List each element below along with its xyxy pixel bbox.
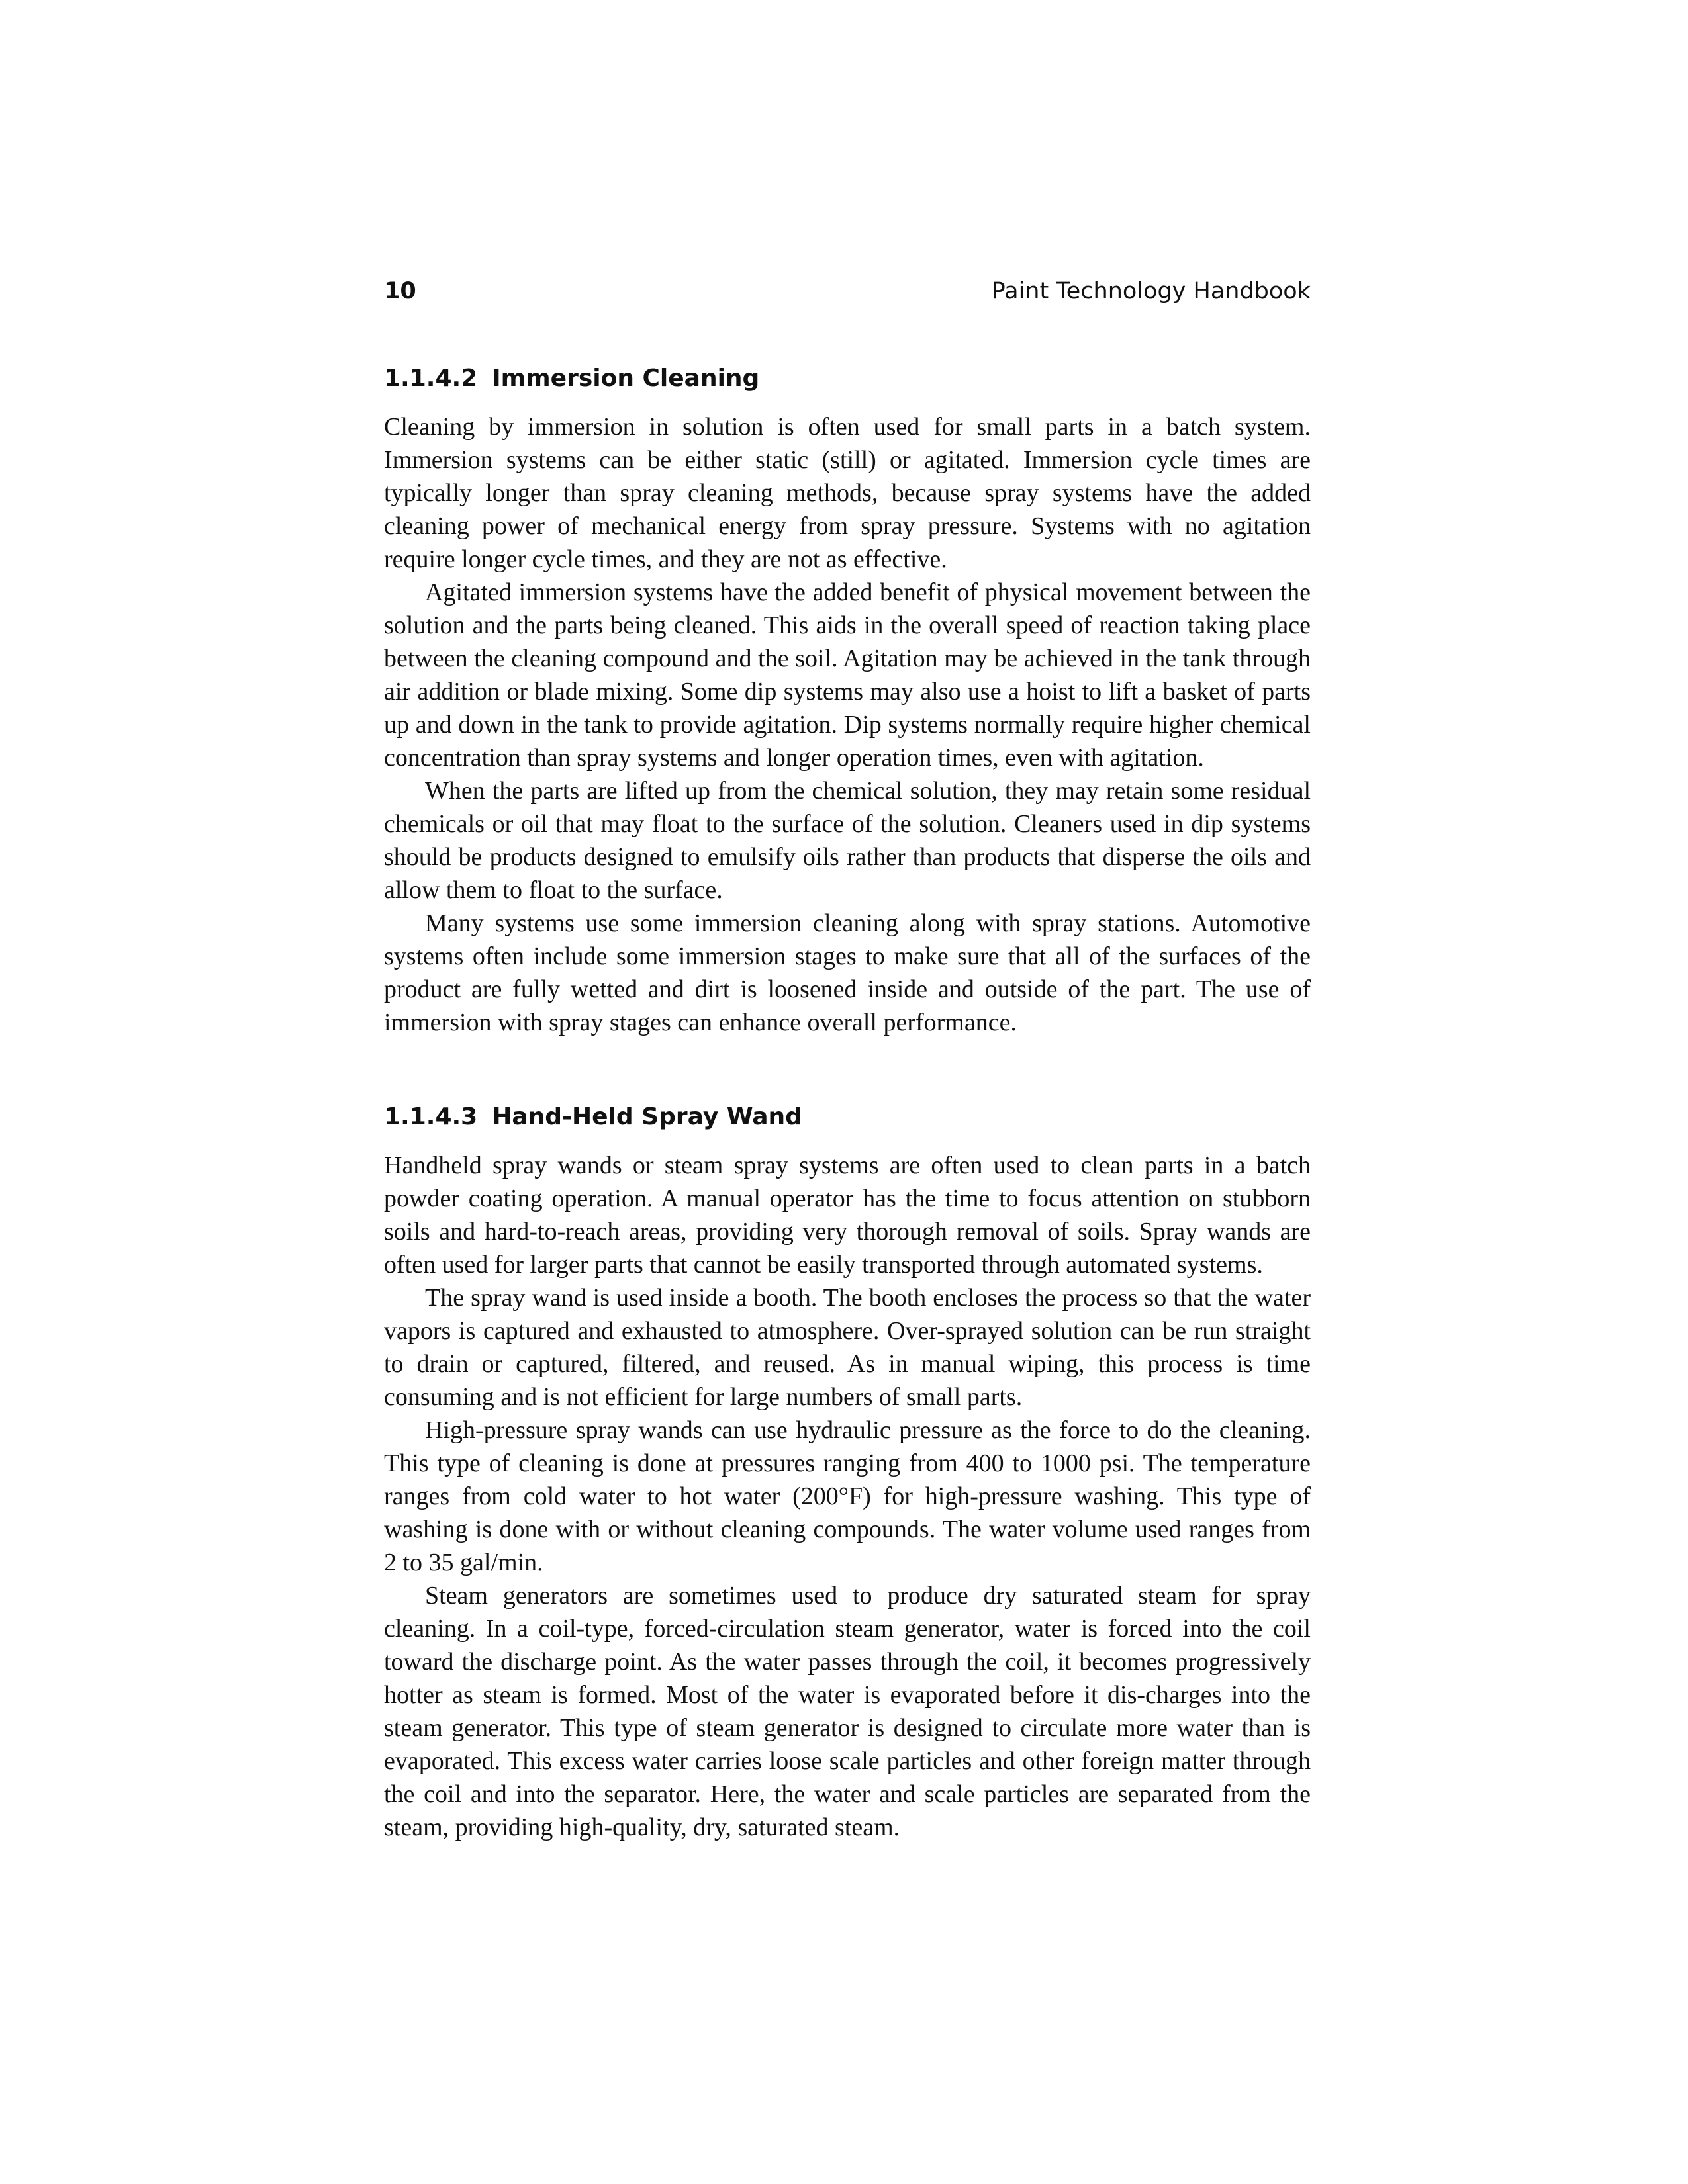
- paragraph: When the parts are lifted up from the chemical solution, they may retain some residual chemicals or oil that may float to the surface of the solution. Cleaners used in dip systems should be products designed to emulsify oils rather than products that disperse the oils and allow them to float to the surface.: [384, 777, 1311, 904]
- paragraph: Many systems use some immersion cleaning along with spray stations. Automotive systems often include some immersion stages to make sure that all of the surfaces of the product are fully wetted and dirt is loosened inside and outside of the part. The use of immersion with spray stages can enhance overall performance.: [384, 909, 1311, 1036]
- section-hand-held-spray-wand: [384, 1101, 1311, 1844]
- section-title: Immersion Cleaning: [492, 365, 760, 392]
- section-number: 1.1.4.3: [384, 1103, 478, 1130]
- section-number: 1.1.4.2: [384, 365, 478, 392]
- paragraph: Handheld spray wands or steam spray systems are often used to clean parts in a batch powder coating operation. A manual operator has the time to focus attention on stubborn soils and hard-to-reach areas, providing very thorough removal of soils. Spray wands are often used for larger parts that cannot be easily transported through automated systems.: [384, 1152, 1311, 1279]
- section-title: Hand-Held Spray Wand: [492, 1103, 802, 1130]
- paragraph: The spray wand is used inside a booth. The booth encloses the process so that the water vapors is captured and exhausted to atmosphere. Over-sprayed solution can be run straight to drain or captured, filtered, and reused. As in manual wiping, this process is time consuming and is not efficient for large numbers of small parts.: [384, 1284, 1311, 1411]
- section-heading: [384, 1101, 1311, 1133]
- running-title: Paint Technology Handbook: [991, 278, 1311, 304]
- paragraph: Agitated immersion systems have the added benefit of physical movement between the solution and the parts being cleaned. This aids in the overall speed of reaction taking place between the cleaning compound and the soil. Agitation may be achieved in the tank through air addition or blade mixing. Some dip systems may also use a hoist to lift a basket of parts up and down in the tank to provide agitation. Dip systems normally require higher chemical concentration than spray systems and longer operation times, even with agitation.: [384, 578, 1311, 772]
- paragraph: Cleaning by immersion in solution is often used for small parts in a batch system. Immersion systems can be either static (still) or agitated. Immersion cycle times are typically longer than spray cleaning methods, because spray systems have the added cleaning power of mechanical energy from spray pressure. Systems with no agitation require longer cycle times, and they are not as effective.: [384, 413, 1311, 573]
- section-immersion-cleaning: [384, 363, 1311, 1039]
- paragraph: Steam generators are sometimes used to produce dry saturated steam for spray cleaning. In a coil-type, forced-circulation steam generator, water is forced into the coil toward the discharge point. As the water passes through the coil, it becomes progressively hotter as steam is formed. Most of the water is evaporated before it dis-charges into the steam generator. This type of steam generator is designed to circulate more water than is evaporated. This excess water carries loose scale particles and other foreign matter through the coil and into the separator. Here, the water and scale particles are separated from the steam, providing high-quality, dry, saturated steam.: [384, 1582, 1311, 1841]
- page-header: [384, 278, 1311, 318]
- paragraph: High-pressure spray wands can use hydraulic pressure as the force to do the cleaning. This type of cleaning is done at pressures ranging from 400 to 1000 psi. The temperature ranges from cold water to hot water (200°F) for high-pressure washing. This type of washing is done with or without cleaning compounds. The water volume used ranges from 2 to 35 gal/min.: [384, 1416, 1311, 1576]
- page-number: 10: [384, 278, 416, 304]
- section-heading: [384, 363, 1311, 394]
